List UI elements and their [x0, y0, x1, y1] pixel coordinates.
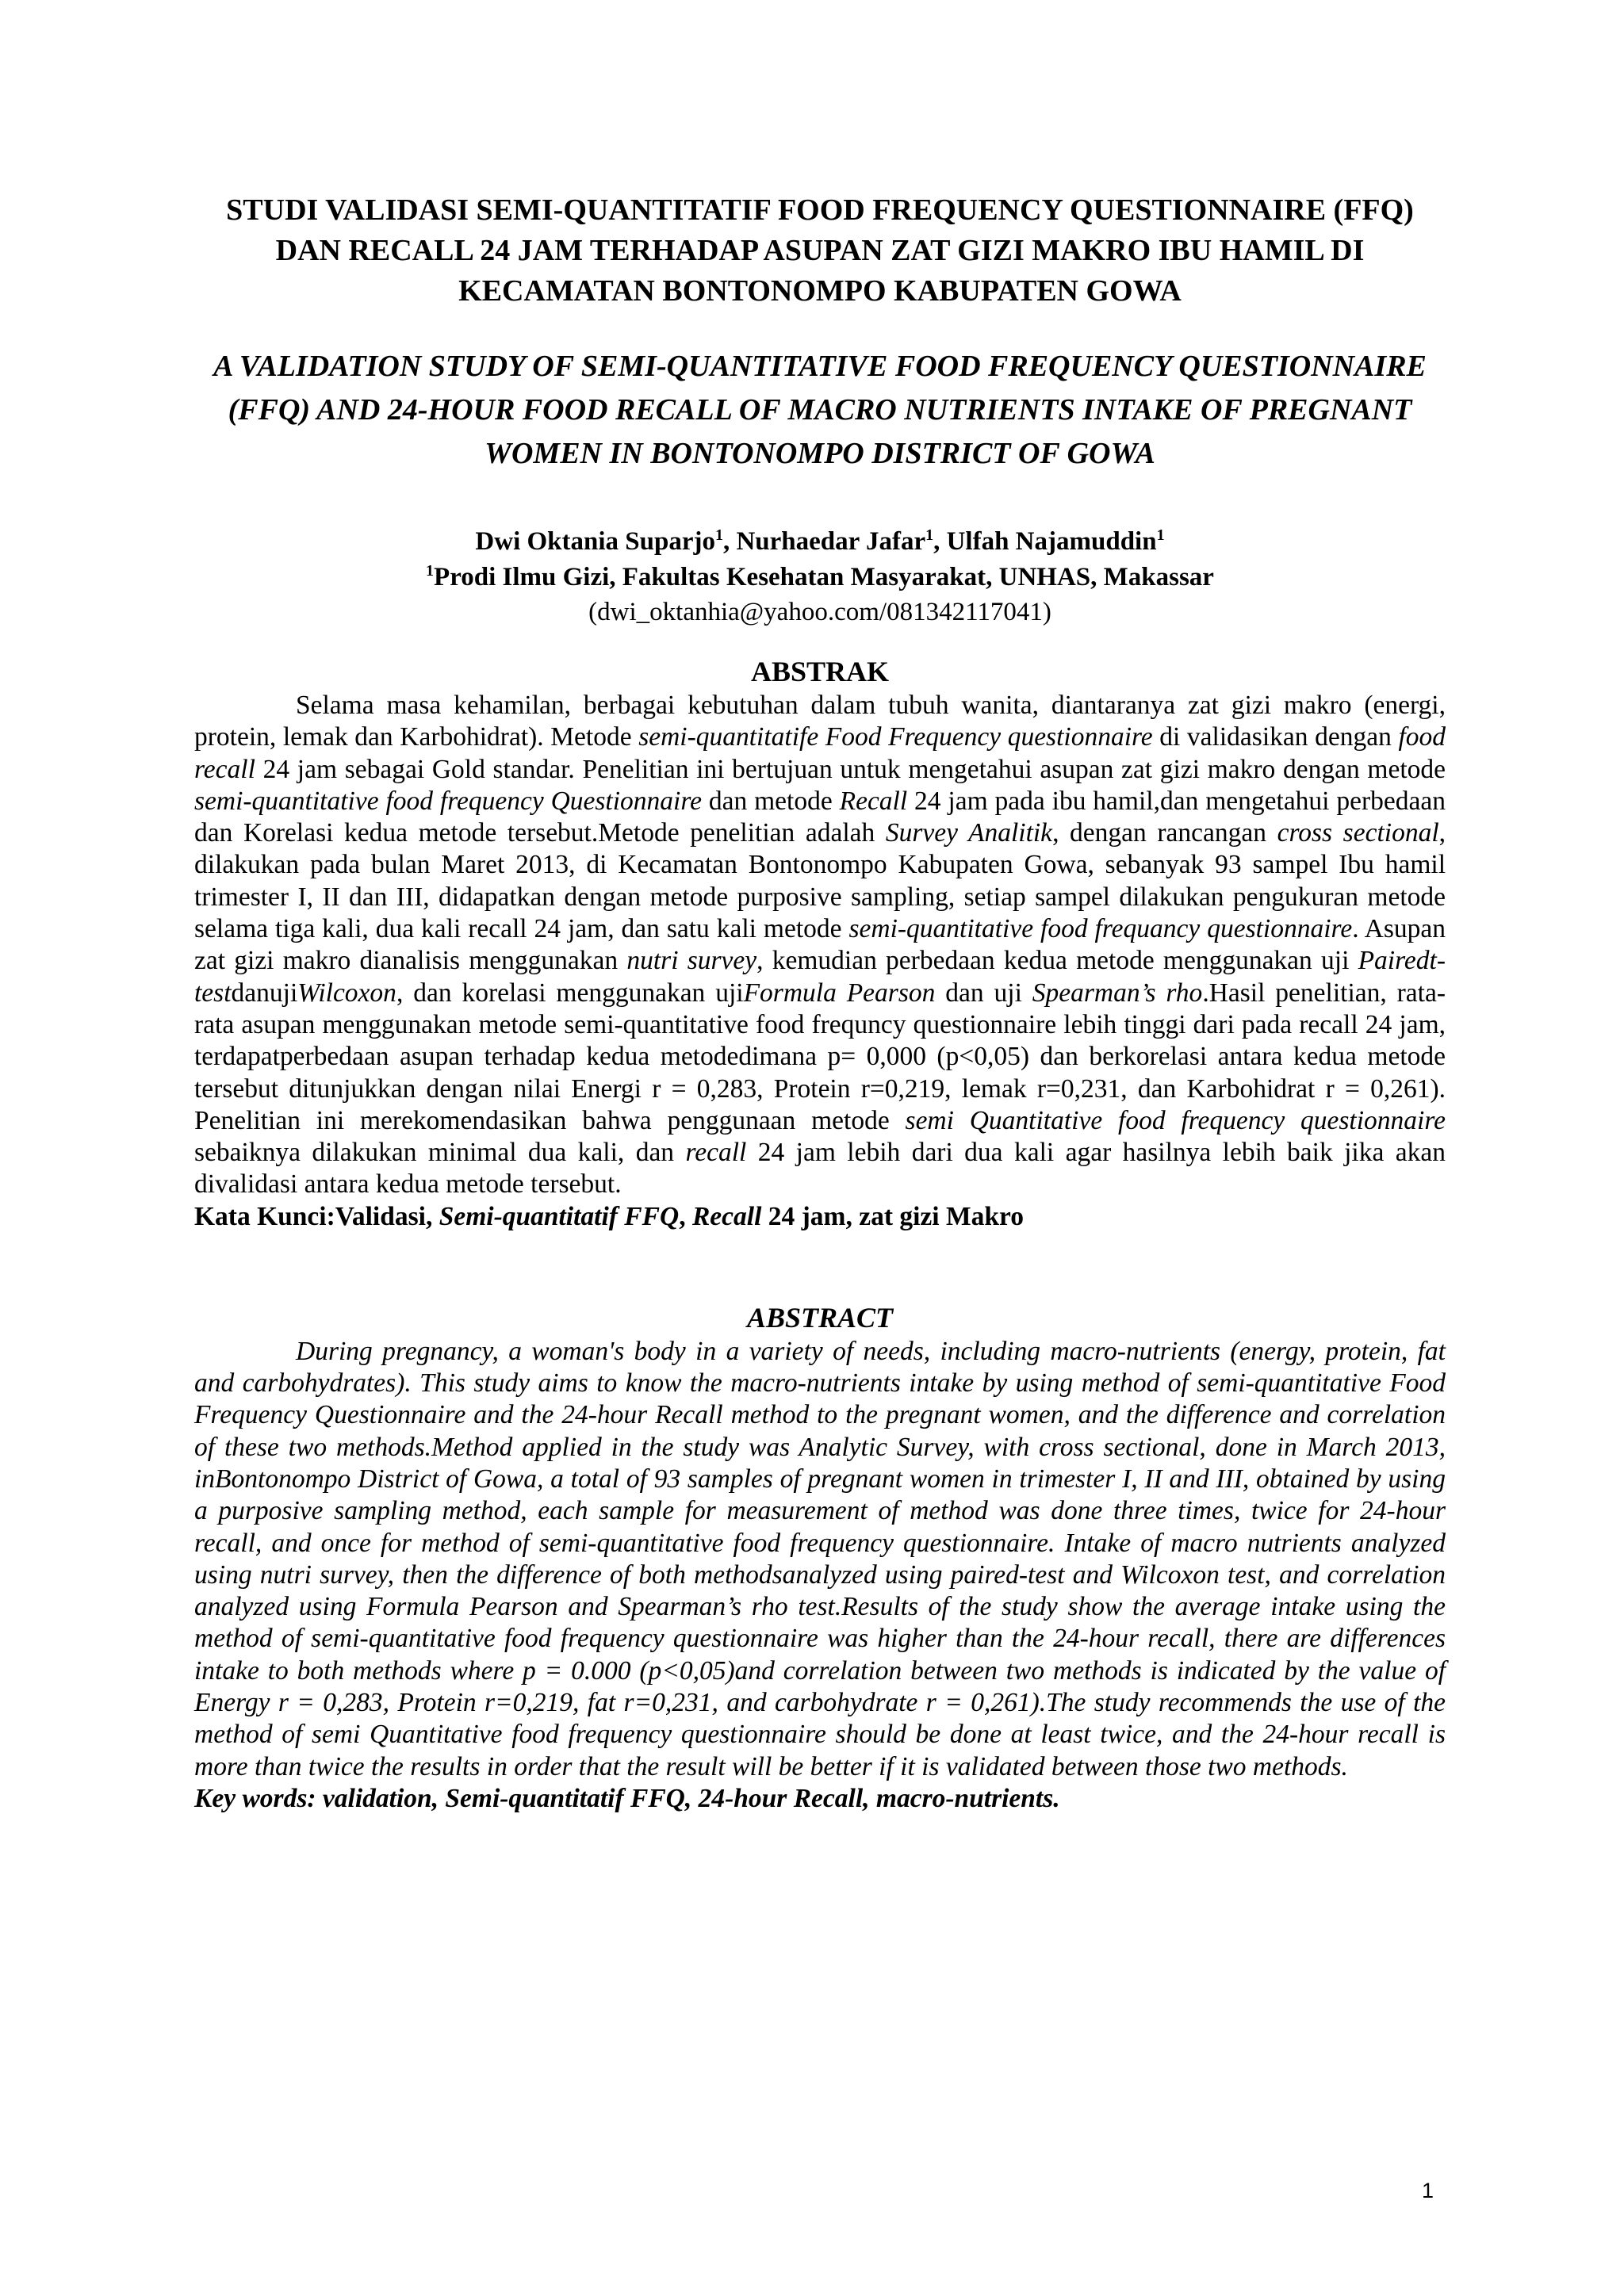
abstrak-heading: ABSTRAK — [750, 656, 890, 687]
affiliation-mark: 1 — [714, 526, 723, 544]
affiliation-mark: 1 — [925, 526, 934, 544]
author-name: Ulfah Najamuddin — [946, 527, 1157, 556]
author-name: Dwi Oktania Suparjo — [475, 527, 715, 556]
abstrak-body: Selama masa kehamilan, berbagai kebutuhan dalam tubuh wanita, diantaranya zat gizi makro (energi, protein, lemak dan Karbohidrat). Metode semi-quantitatife Food Frequency questionnaire di validasikan dengan food recall 24 jam sebagai Gold standar. Penelitian ini bertujuan untuk mengetahui asupan zat gizi makro dengan metode semi-quantitative food frequency Questionnaire dan metode Recall 24 jam pada ibu hamil,dan mengetahui perbedaan dan Korelasi kedua metode tersebut.Metode penelitian adalah Survey Analitik, dengan rancangan cross sectional, dilakukan pada bulan Maret 2013, di Kecamatan Bontonompo Kabupaten Gowa, sebanyak 93 sampel Ibu hamil trimester I, II dan III, didapatkan dengan metode purposive sampling, setiap sampel dilakukan pengukuran metode selama tiga kali, dua kali recall 24 jam, dan satu kali metode semi-quantitative food frequancy questionnaire. Asupan zat gizi makro dianalisis menggunakan nutri survey, kemudian perbedaan kedua metode menggunakan uji Pairedt-testdanujiWilcoxon, dan korelasi menggunakan ujiFormula Pearson dan uji Spearman’s rho.Hasil penelitian, rata-rata asupan menggunakan metode semi-quantitative food frequncy questionnaire lebih tinggi dari pada recall 24 jam, terdapatperbedaan asupan terhadap kedua metodedimana p= 0,000 (p<0,05) dan berkorelasi antara kedua metode tersebut ditunjukkan dengan nilai Energi r = 0,283, Protein r=0,219, lemak r=0,231, dan Karbohidrat r = 0,261). Penelitian ini merekomendasikan bahwa penggunaan metode semi Quantitative food frequency questionnaire sebaiknya dilakukan minimal dua kali, dan recall 24 jam lebih dari dua kali agar hasilnya lebih baik jika akan divalidasi antara kedua metode tersebut. — [194, 691, 1446, 1200]
title-english: A VALIDATION STUDY OF SEMI-QUANTITATIVE FOOD FREQUENCY QUESTIONNAIRE (FFQ) AND 24-HOUR FOOD RECALL OF MACRO NUTRIENTS INTAKE OF PREGNANT WOMEN IN BONTONOMPO DISTRICT OF GOWA — [213, 350, 1427, 470]
author-list: Dwi Oktania Suparjo$^1$, Nurhaedar Jafar$^1$, Ulfah Najamuddin$^1$ — [475, 526, 1165, 556]
abstrak-keywords: Kata Kunci:Validasi, Semi-quantitatif FFQ, Recall 24 jam, zat gizi Makro — [194, 1201, 1024, 1231]
page-number: 1 — [1421, 2179, 1434, 2202]
title-indonesian: STUDI VALIDASI SEMI-QUANTITATIF FOOD FREQUENCY QUESTIONNAIRE (FFQ) DAN RECALL 24 JAM TERHADAP ASUPAN ZAT GIZI MAKRO IBU HAMIL DI KECAMATAN BONTONOMPO KABUPATEN GOWA — [226, 193, 1414, 308]
author-name: Nurhaedar Jafar — [736, 527, 926, 556]
abstract-body: During pregnancy, a woman's body in a variety of needs, including macro-nutrients (energy, protein, fat and carbohydrates). This study aims to know the macro-nutrients intake by using method of semi-quantitative Food Frequency Questionnaire and the 24-hour Recall method to the pregnant women, and the difference and correlation of these two methods.Method applied in the study was Analytic Survey, with cross sectional, done in March 2013, inBontonompo District of Gowa, a total of 93 samples of pregnant women in trimester I, II and III, obtained by using a purposive sampling method, each sample for measurement of method was done three times, twice for 24-hour recall, and once for method of semi-quantitative food frequency questionnaire. Intake of macro nutrients analyzed using nutri survey, then the difference of both methodsanalyzed using paired-test and Wilcoxon test, and correlation analyzed using Formula Pearson and Spearman’s rho test.Results of the study show the average intake using the method of semi-quantitative food frequency questionnaire was higher than the 24-hour recall, there are differences intake to both methods where p = 0.000 (p<0,05)and correlation between two methods is indicated by the value of Energy r = 0,283, Protein r=0,219, fat r=0,231, and carbohydrate r = 0,261).The study recommends the use of the method of semi Quantitative food frequency questionnaire should be done at least twice, and the 24-hour recall is more than twice the results in order that the result will be better if it is validated between those two methods. — [194, 1336, 1446, 1781]
affiliation-mark: 1 — [426, 562, 435, 580]
paper-page — [194, 190, 1446, 1815]
affiliation-text: Prodi Ilmu Gizi, Fakultas Kesehatan Masyarakat, UNHAS, Makassar — [434, 563, 1214, 591]
abstract-keywords: Key words: validation, Semi-quantitatif FFQ, 24-hour Recall, macro-nutrients. — [194, 1783, 1060, 1813]
abstract-heading: ABSTRACT — [746, 1301, 894, 1334]
affiliation — [194, 560, 1446, 595]
contact-info: (dwi_oktanhia@yahoo.com/081342117041) — [588, 598, 1051, 626]
affiliation-mark: 1 — [1156, 526, 1165, 544]
